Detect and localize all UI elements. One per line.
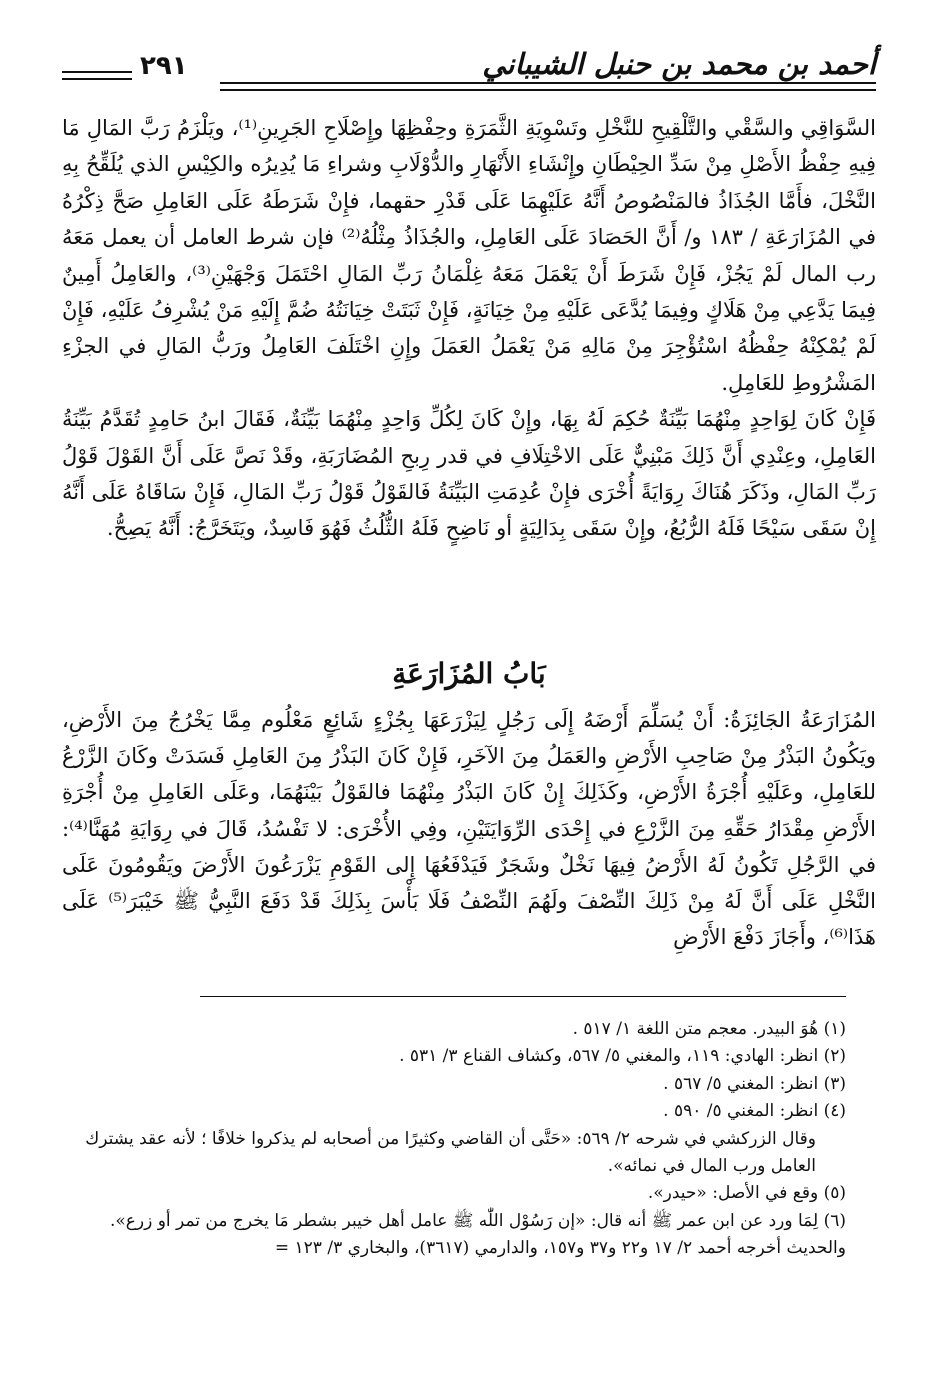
running-title: أحمد بن محمد بن حنبل الشيباني xyxy=(482,47,876,81)
footnote: (٤) انظر: المغني ٥/ ٥٩٠ . xyxy=(663,1101,846,1122)
section-text xyxy=(62,702,876,955)
footnotes xyxy=(62,1016,846,1263)
footnote: (١) هُوَ البيدر. معجم متن اللغة ١/ ٥١٧ . xyxy=(572,1019,846,1039)
page-header xyxy=(62,44,876,94)
footnote: (٢) انظر: الهادي: ١١٩، والمغني ٥/ ٥٦٧، وكشاف القناع ٣/ ٥٣١ . xyxy=(399,1046,846,1067)
header-rule-left xyxy=(62,71,132,80)
page-number: ٢٩١ xyxy=(140,51,188,81)
main-text xyxy=(62,110,876,547)
footnote-divider xyxy=(200,996,846,997)
footnote-continuation: وقال الزركشي في شرحه ٢/ ٥٦٩: «حَتَّى أن القاضي وكثيرًا من أصحابه لم يذكروا خلافًا ؛ لأنه عقد يشترك العامل ورب المال في نمائه». xyxy=(85,1128,816,1177)
footnote-continuation: والحديث أخرجه أحمد ٢/ ١٧ و٢٢ و٣٧ و١٥٧، والدارمي (٣٦١٧)، والبخاري ٣/ ١٢٣ = xyxy=(274,1238,846,1259)
paragraph: فَإِنْ كَانَ لِوَاحِدٍ مِنْهُمَا بَيِّنَةٌ حُكِمَ لَهُ بِهَا، وإِنْ كَانَ لِكُلِّ وَاحِدٍ مِنْهُمَا بَيِّنَةٌ، فَقَالَ ابنُ حَامِدٍ تُقَدَّمُ بَيِّنَةُ العَامِلِ، وعِنْدِي أَنَّ ذَلِكَ مَبْنِيٌّ عَلَى الاخْتِلَافِ في قدر رِبحِ المُضَارَبَةِ، وقَدْ نَصَّ عَلَى أَنَّ القَوْلَ قَوْلُ رَبِّ المَالِ، وذَكَرَ هُنَاكَ رِوَايَةً أُخْرَى فإِنْ عُدِمَتِ البَيِّنَةُ فَالقَوْلُ قَوْلُ رَبِّ المَالِ، فَإِنْ سَاقَاهُ عَلَى أَنَّهُ إِنْ سَقَى سَيْحًا فَلَهُ الرُّبُعُ، وإِنْ سَقَى بِدَالِيَةٍ أو نَاضِحٍ فَلَهُ الثُّلُثُ فَهُوَ فَاسِدٌ، ويَتَخَرَّجُ: أَنَّهُ يَصِحُّ. xyxy=(62,407,876,541)
footnote: (٣) انظر: المغني ٥/ ٥٦٧ . xyxy=(663,1073,846,1094)
footnote: (٥) وقع في الأصل: «حيدر». xyxy=(647,1183,846,1204)
paragraph: المُزَارَعَةُ الجَائِزَةُ: أَنْ يُسَلِّمَ أَرْضَهُ إِلَى رَجُلٍ لِيَزْرَعَهَا بِجُزْءٍ شَائِعٍ مَعْلُوم مِمَّا يَخْرُجُ مِنَ الأَرْضِ، ويَكُونُ البَذْرُ مِنْ صَاحِبِ الأَرْضِ والعَمَلُ مِنَ الآخَرِ، فَإِنْ كَانَ البَذْرُ مِنَ العَامِلِ فَسَدَتْ وكَانَ الزَّرْعُ للعَامِلِ، وعَلَيْهِ أُجْرَةُ الأَرْضِ، وكَذَلِكَ إِنْ كَانَ البَذْرُ مِنْهُمَا فالقَوْلُ بَيْنَهُمَا، وعَلَى العَامِلِ مِنْ أُجْرَةِ الأَرْضِ مِقْدَارُ حَقِّهِ مِنَ الزَّرْعِ في إِحْدَى الرِّوَايَتَيْنِ، وفِي الأُخْرَى: لا تَفْسُدُ، قَالَ في رِوَايَةِ مُهَنَّا⁽⁴⁾: في الرَّجُلِ تَكُونُ لَهُ الأَرْضُ فِيهَا نَخْلٌ وشَجَرٌ فَيَدْفَعُهَا إِلى القَوْمِ يَزْرَعُونَ الأَرْضَ ويَقُومُونَ عَلَى النَّخْلِ عَلَى أَنَّ لَهُ مِنْ ذَلِكَ النِّصْفَ ولَهُمَ النِّصْفُ فَلَا بَأْسَ بِذَلِكَ قَدْ دَفَعَ النَّبِيُّ ﷺ خَيْبَرَ⁽⁵⁾ عَلَى هَذَا⁽⁶⁾، وأَجَازَ دَفْعَ الأَرْضِ xyxy=(62,708,876,950)
section-title: بَابُ المُزَارَعَةِ xyxy=(392,657,546,690)
header-rule xyxy=(220,82,876,91)
paragraph: السَّوَاقِي والسَّقْي والتَّلْقِيحِ للنَّخْلِ وتَسْوِيَةِ الثَّمَرَةِ وحِفْظِهَا وإِصْلَاحِ الجَرِينِ⁽¹⁾، ويَلْزَمُ رَبَّ المَالِ مَا فِيهِ حِفْظُ الأَصْلِ مِنْ سَدِّ الحِيْطَانِ وإِنْشَاءِ الأَنْهَارِ والدُّوْلَابِ وشراءِ مَا يُدِيرُه والكِيْسِ الذي يُلَقِّحُ بِهِ النَّخْلَ، فأَمَّا الجُذَاذُ فالمَنْصُوصُ أَنَّهُ عَلَيْهِمَا عَلَى قَدْرِ حقهما، فإِنْ شَرَطَهُ عَلَى العَامِلِ صَحَّ ذِكْرُهُ في المُزَارَعَةِ / ١٨٣ و/ أَنَّ الحَصَادَ عَلَى العَامِلِ، والجُذَاذُ مِثْلُهُ⁽²⁾ فإن شرط العامل أن يعمل مَعَهُ رب المال لَمْ يَجُزْ، فَإِنْ شَرَطَ أَنْ يَعْمَلَ مَعَهُ غِلْمَانُ رَبِّ المَالِ احْتَمَلَ وَجْهَيْنِ⁽³⁾، والعَامِلُ أَمِينٌ فِيمَا يَدَّعِي مِنْ هَلَاكٍ وفِيمَا يُدَّعَى عَلَيْهِ مِنْ خِيَانَةٍ، فَإِنْ ثَبَتَتْ خِيَانَتُهُ ضُمَّ إِلَيْهِ مَنْ يُشْرِفُ عَلَيْهِ، فَإِنْ لَمْ يُمْكِنْهُ حِفْظُهُ اسْتُؤْجِرَ مِنْ مَالِهِ مَنْ يَعْمَلُ العَمَلَ وإِنِ اخْتَلَفَ العَامِلُ ورَبُّ المَالِ في الجزْءِ المَشْرُوطِ للعَامِلِ. xyxy=(62,116,876,395)
footnote: (٦) لِمَا ورد عن ابن عمر ﷺ أنه قال: «إن رَسُوْل اللّٰه ﷺ عامل أهل خيبر بشطر مَا يخرج من تمر أو زرع». xyxy=(109,1210,846,1231)
